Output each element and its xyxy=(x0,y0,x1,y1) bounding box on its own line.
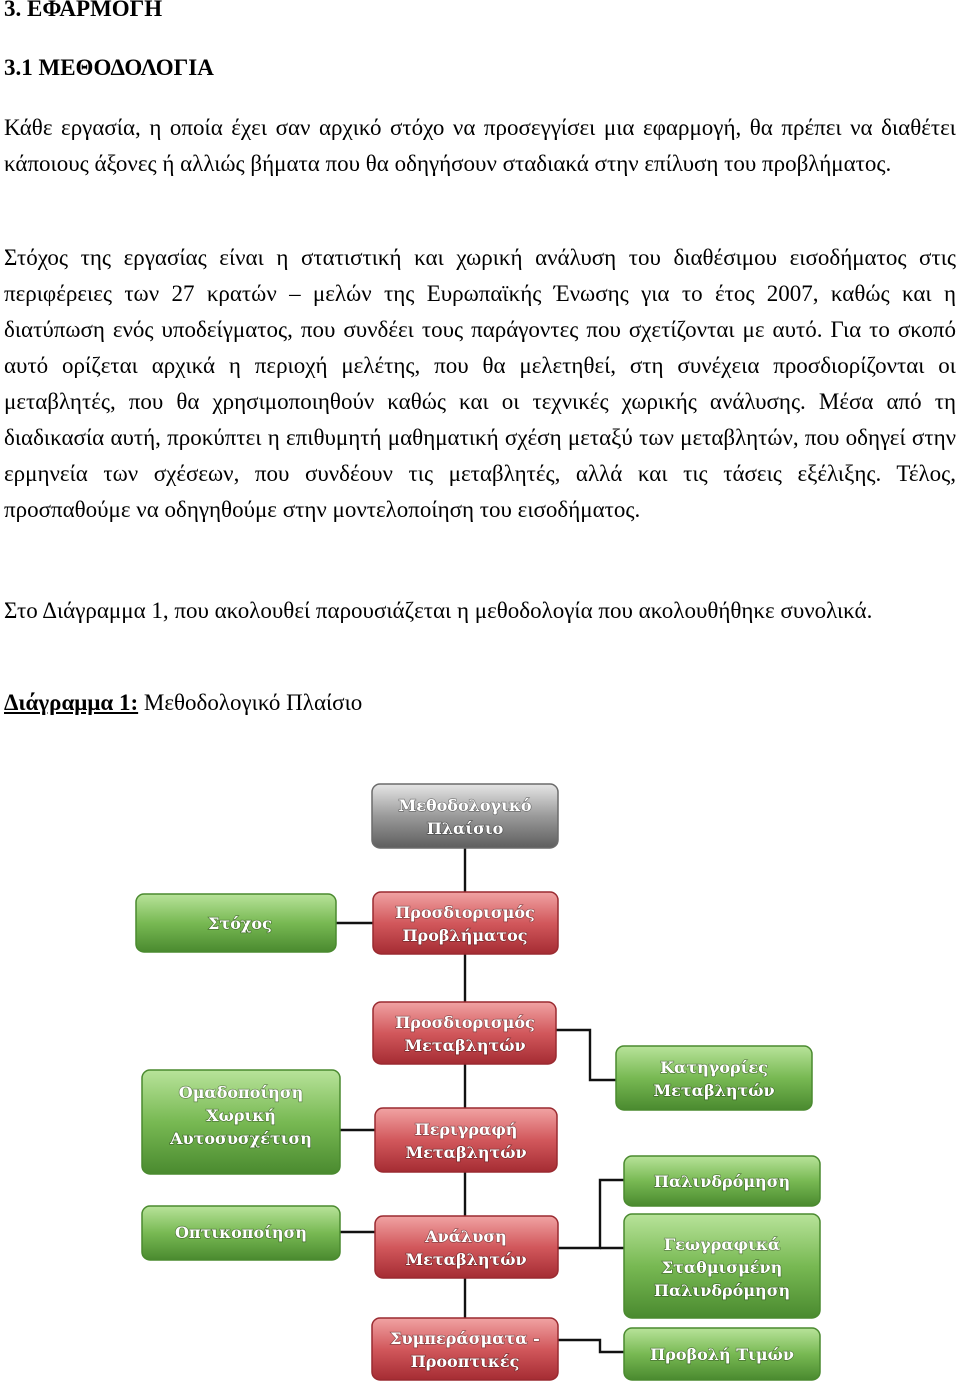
box-regression xyxy=(624,1156,820,1206)
diagram-caption-label: Διάγραμμα 1: xyxy=(4,690,139,715)
box-visualization xyxy=(142,1206,340,1260)
paragraph-goal: Στόχος της εργασίας είναι η στατιστική και χωρική ανάλυση του διαθέσιμου εισοδήματος στις περιφέρειες των 27 κρατών – μελών της Ευρωπαϊκής Ένωσης για το έτος 2007, καθώς και η διατύπωση ενός υποδείγματος, που συνδέει τους παράγοντες που σχετίζονται με αυτό. Για το σκοπό αυτό ορίζεται αρχικά η περιοχή μελέτης, που θα μελετηθεί, στη συνέχεια προσδιορίζονται οι μεταβλητές, που θα χρησιμοποιηθούν καθώς και οι τεχνικές χωρικής ανάλυσης. Μέσα από τη διαδικασία αυτή, προκύπτει η επιθυμητή μαθηματική σχέση μεταξύ των μεταβλητών, που οδηγεί στην ερμηνεία των σχέσεων, που συνδέουν τις μεταβλητές, αλλά και τις τάσεις εξέλιξης. Τέλος, προσπαθούμε να οδηγηθούμε στην μοντελοποίηση του εισοδήματος. xyxy=(4,245,956,522)
box-clustering xyxy=(142,1070,340,1174)
box-categories-line-1: Κατηγορίες xyxy=(660,1058,768,1077)
box-visualization-line-1: Οπτικοποίηση xyxy=(174,1223,308,1242)
box-problem-definition xyxy=(373,892,558,954)
paragraph-intro: Κάθε εργασία, η οποία έχει σαν αρχικό στόχο να προσεγγίσει μια εφαρμογή, θα πρέπει να διαθέτει κάποιους άξονες ή αλλιώς βήματα που θα οδηγήσουν σταδιακά στην επίλυση του προβλήματος. xyxy=(4,115,956,176)
section-heading: 3. ΕΦΑΡΜΟΓΗ xyxy=(4,0,163,21)
box-methodological-framework xyxy=(372,784,558,848)
box-problem-line-1: Προσδιορισμός xyxy=(395,903,535,922)
methodology-diagram xyxy=(0,740,960,1388)
box-analysis-line-2: Μεταβλητών xyxy=(405,1250,527,1269)
box-conclusions-line-1: Συμπεράσματα - xyxy=(390,1329,540,1348)
box-clustering-line-2: Χωρική xyxy=(206,1106,276,1125)
diagram-caption-text: Μεθοδολογικό Πλαίσιο xyxy=(138,690,363,715)
box-conclusions-line-2: Προοπτικές xyxy=(410,1352,520,1371)
connector-conclusions-prediction xyxy=(558,1340,624,1352)
box-gwr-line-3: Παλινδρόμηση xyxy=(653,1281,791,1300)
box-variable-analysis xyxy=(375,1216,558,1278)
box-goal-line-1: Στόχος xyxy=(208,914,272,933)
connector-analysis-regression xyxy=(558,1180,624,1248)
box-goal xyxy=(136,894,336,952)
paragraph-diagram-reference: Στο Διάγραμμα 1, που ακολουθεί παρουσιάζεται η μεθοδολογία που ακολουθήθηκε συνολικά. xyxy=(4,598,873,623)
box-variable-categories xyxy=(616,1046,812,1110)
box-gwr-line-2: Σταθμισμένη xyxy=(661,1258,783,1277)
box-variable-description xyxy=(375,1108,557,1172)
box-clustering-line-3: Αυτοσυσχέτιση xyxy=(170,1129,312,1148)
box-variables-definition xyxy=(373,1002,556,1064)
box-description-line-1: Περιγραφή xyxy=(414,1120,518,1139)
diagram-caption xyxy=(4,690,362,716)
box-clustering-line-1: Ομαδοποίηση xyxy=(178,1083,304,1102)
box-variables-line-1: Προσδιορισμός xyxy=(395,1013,535,1032)
box-gwr-line-1: Γεωγραφικά xyxy=(663,1235,781,1254)
box-framework-line-1: Μεθοδολογικό xyxy=(398,796,532,815)
box-problem-line-2: Προβλήματος xyxy=(402,926,528,945)
box-conclusions xyxy=(372,1318,558,1380)
connector-variables-categories xyxy=(556,1030,616,1080)
box-gwr xyxy=(624,1214,820,1318)
box-variables-line-2: Μεταβλητών xyxy=(404,1036,526,1055)
box-regression-line-1: Παλινδρόμηση xyxy=(653,1172,791,1191)
box-analysis-line-1: Ανάλυση xyxy=(425,1227,507,1246)
box-description-line-2: Μεταβλητών xyxy=(405,1143,527,1162)
box-framework-line-2: Πλαίσιο xyxy=(426,819,504,838)
box-categories-line-2: Μεταβλητών xyxy=(653,1081,775,1100)
box-value-prediction xyxy=(624,1328,820,1380)
box-prediction-line-1: Προβολή Τιμών xyxy=(650,1345,794,1364)
subsection-heading: 3.1 ΜΕΘΟΔΟΛΟΓΙΑ xyxy=(4,55,214,80)
